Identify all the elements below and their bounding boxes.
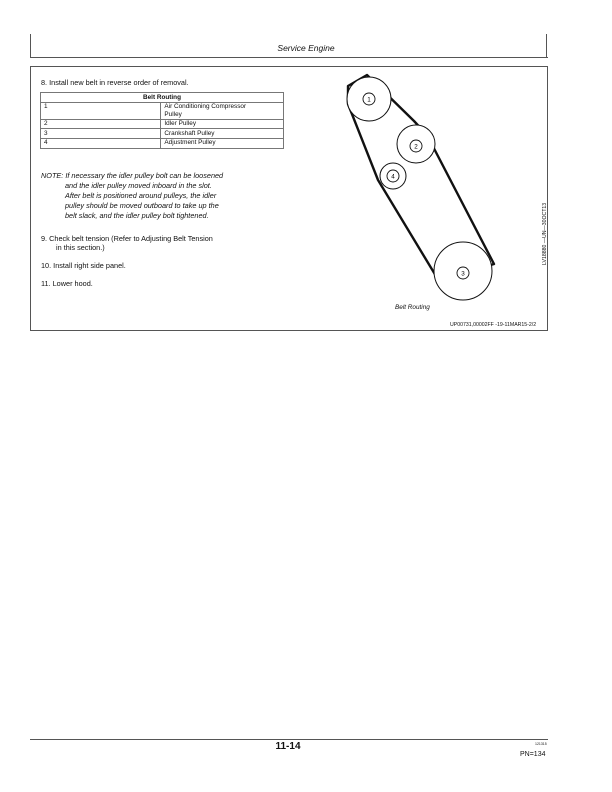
pulley-label: 1 [367, 96, 371, 104]
belt-routing-diagram [330, 70, 530, 306]
table-cell-name: Adjustment Pulley [161, 138, 284, 148]
figure-side-code: LV18880 —UN—30OCT13 [542, 202, 548, 265]
note-line: and the idler pulley moved inboard in the slot. [65, 181, 212, 190]
footer-pn: PN=134 [520, 751, 546, 758]
header-bottom-rule [30, 57, 548, 58]
content-frame-right [547, 66, 548, 331]
section-header-title: Service Engine [277, 43, 335, 53]
table-cell-number: 4 [41, 138, 161, 148]
table-row [41, 119, 284, 129]
pulley-label: 3 [461, 270, 465, 278]
table-cell-name: Idler Pulley [161, 119, 284, 129]
table-cell-name-line1: Air Conditioning Compressor [164, 103, 247, 111]
table-row [41, 102, 284, 119]
step-9-line2: in this section.) [56, 243, 105, 252]
pulley-label: 2 [414, 143, 418, 151]
step-11: 11. Lower hood. [41, 279, 93, 288]
step-8: 8. Install new belt in reverse order of removal. [41, 78, 189, 87]
note-line: NOTE: If necessary the idler pulley bolt can be loosened [41, 171, 224, 180]
footer-tiny-code: 121315 [535, 742, 547, 746]
note-block [41, 171, 301, 221]
reference-code: UP00731,00002FF -19-11MAR15-2/2 [450, 322, 537, 328]
table-cell-number: 3 [41, 129, 161, 139]
belt-routing-table [40, 92, 284, 149]
step-9 [41, 234, 213, 252]
table-title: Belt Routing [41, 93, 284, 103]
content-frame-top [30, 66, 548, 67]
table-cell-number: 2 [41, 119, 161, 129]
table-cell-number: 1 [41, 102, 161, 119]
footer-rule [30, 739, 548, 740]
note-line: pulley should be moved outboard to take up the [65, 201, 219, 210]
content-frame-left [30, 66, 31, 331]
page-number: 11-14 [275, 741, 301, 752]
step-9-line1: 9. Check belt tension (Refer to Adjusting Belt Tension [41, 234, 213, 243]
figure-caption: Belt Routing [395, 304, 430, 311]
table-cell-name [161, 102, 284, 119]
table-row [41, 138, 284, 148]
header-right-rule [546, 34, 547, 58]
pulley-label: 4 [391, 173, 395, 181]
note-line: belt slack, and the idler pulley bolt tightened. [65, 211, 209, 220]
note-line: After belt is positioned around pulleys, the idler [65, 191, 217, 200]
step-10: 10. Install right side panel. [41, 261, 126, 270]
table-cell-name: Crankshaft Pulley [161, 129, 284, 139]
content-frame-bottom [30, 330, 548, 331]
table-row [41, 129, 284, 139]
header-left-rule [30, 34, 31, 58]
table-cell-name-line2: Pulley [164, 110, 182, 118]
